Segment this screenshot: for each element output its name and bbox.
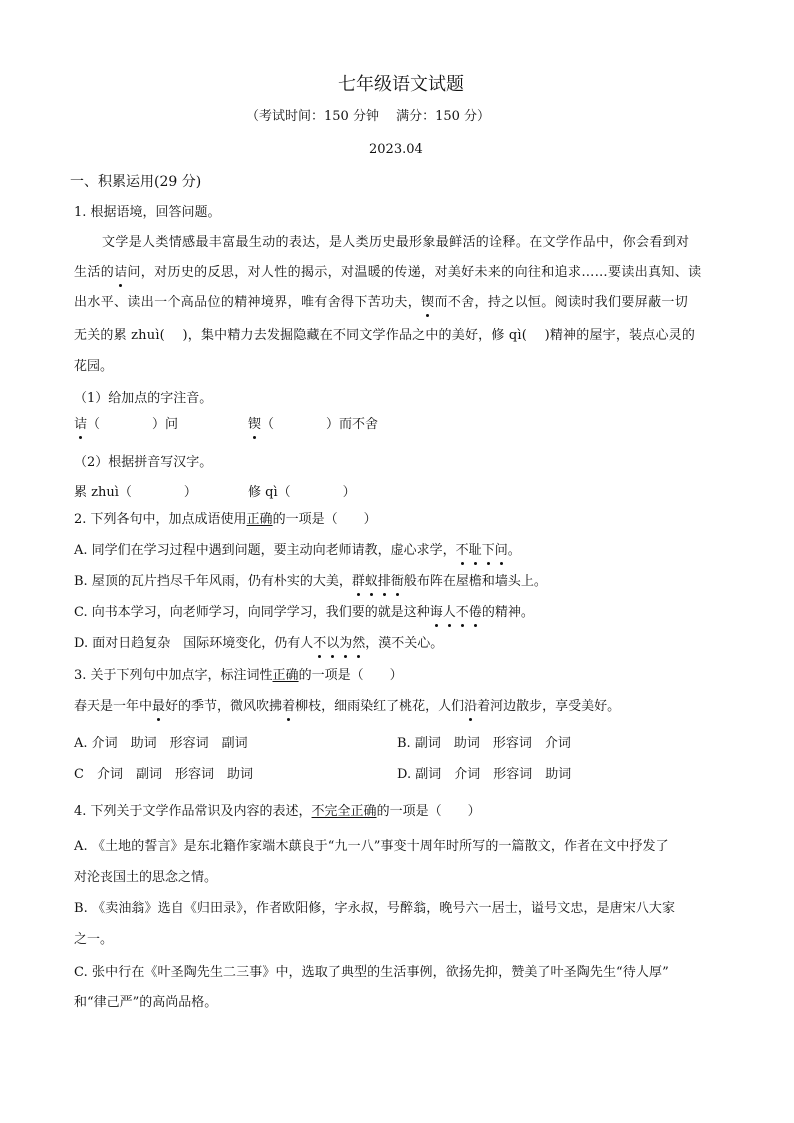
dotted-char: 诘 (74, 417, 88, 432)
option-text: 。 (507, 543, 521, 558)
q2-option-b (74, 573, 547, 591)
dotted-char: 以 (326, 636, 340, 651)
dotted-char: 不 (313, 636, 327, 651)
q3-stem (74, 667, 403, 685)
stem-text: 4. 下列关于文学作品常识及内容的表述， (74, 804, 312, 819)
dotted-char: 诲 (429, 605, 443, 620)
dotted-char: 诘 (114, 265, 128, 280)
q1-stem: 1. 根据语境，回答问题。 (74, 205, 221, 220)
exam-title: 七年级语文试题 (338, 74, 464, 95)
sentence-text: 春天是一年中 (74, 699, 153, 714)
answer-blank: （ ）问 (87, 417, 179, 432)
q1-passage-line-4: 无关的累 zhuì( )，集中精力去发掘隐藏在不同文学作品之中的美好，修 qì( )精神的屋宇，装点心灵的 (74, 328, 696, 343)
dotted-char: 沿 (464, 699, 478, 714)
q1-sub1-item-a (74, 416, 178, 434)
stem-text: 的一项是（ ） (298, 668, 403, 683)
q1-sub1-prompt: （1）给加点的字注音。 (74, 391, 213, 406)
option-text: B. 屋顶的瓦片挡尽千年风雨，仍有朴实的大美， (74, 574, 352, 589)
stem-text: 3. 关于下列句中加点字，标注词性 (74, 668, 273, 683)
q1-sub2-item-b: 修 qì（ ） (248, 485, 356, 500)
dotted-char: 蚁 (364, 574, 378, 589)
passage-text: 而不舍，持之以恒。阅读时我们要屏蔽一切 (434, 295, 689, 310)
dotted-char: 然 (352, 636, 366, 651)
q4-stem (74, 803, 481, 821)
q4-option-b-line-1: B. 《卖油翁》选自《归田录》，作者欧阳修，字永叔，号醉翁，晚号六一居士，谥号文忠，是唐宋八大家 (74, 901, 676, 916)
dotted-char: 最 (152, 699, 166, 714)
q1-passage-line-2 (74, 264, 701, 282)
q1-sub2-prompt: （2）根据拼音写汉字。 (74, 455, 213, 470)
option-text: C. 向书本学习，向老师学习，向同学学习，我们要的就是这种 (74, 605, 430, 620)
passage-text: 问，对历史的反思，对人性的揭示，对温暖的传递，对美好未来的向往和追求……要读出真知、读 (127, 265, 702, 280)
passage-text: 出水平、读出一个高品位的精神境界，唯有舍得下苦功夫， (74, 295, 422, 310)
sentence-text: 着河边散步，享受美好。 (477, 699, 621, 714)
q4-option-a-line-2: 对沦丧国土的思念之情。 (74, 870, 218, 885)
q3-option-d: D. 副词 介词 形容词 助词 (397, 767, 572, 782)
dotted-char: 倦 (468, 605, 482, 620)
dotted-char: 锲 (248, 417, 262, 432)
answer-blank: （ ）而不舍 (261, 417, 379, 432)
dotted-char: 问 (494, 543, 508, 558)
q1-sub2-item-a: 累 zhuì（ ） (74, 485, 197, 500)
dotted-char: 衙 (390, 574, 404, 589)
section-heading: 一、积累运用(29 分) (70, 174, 202, 190)
passage-text: 生活的 (74, 265, 115, 280)
underlined-word: 正确 (272, 668, 299, 683)
q1-passage-line-5: 花园。 (74, 359, 114, 374)
q4-option-c-line-2: 和“律己严”的高尚品格。 (74, 995, 218, 1010)
option-text: 般布阵在屋檐和墙头上。 (403, 574, 547, 589)
exam-date: 2023.04 (369, 142, 423, 157)
dotted-char: 不 (455, 543, 469, 558)
dotted-char: 不 (455, 605, 469, 620)
sentence-text: 好的季节，微风吹拂 (165, 699, 283, 714)
q1-sub1-item-b (248, 416, 378, 434)
q2-option-c (74, 604, 534, 622)
sentence-text: 柳枝，细雨染红了桃花，人们 (295, 699, 465, 714)
dotted-char: 着 (282, 699, 296, 714)
stem-text: 的一项是（ ） (272, 512, 377, 527)
exam-subtitle: （考试时间：150 分钟 满分：150 分） (246, 109, 491, 124)
dotted-char: 锲 (421, 295, 435, 310)
q1-passage-line-3 (74, 294, 688, 312)
underlined-word: 不完全正确 (311, 804, 377, 819)
stem-text: 的一项是（ ） (376, 804, 481, 819)
dotted-char: 群 (351, 574, 365, 589)
q4-option-a-line-1: A. 《土地的誓言》是东北籍作家端木蕻良于“九一八”事变十周年时所写的一篇散文，作者在文中抒发了 (74, 839, 669, 854)
option-text: D. 面对日趋复杂 国际环境变化，仍有人 (74, 636, 314, 651)
q1-passage-line-1: 文学是人类情感最丰富最生动的表达，是人类历史最形象最鲜活的诠释。在文学作品中，你会看到对 (102, 235, 690, 250)
dotted-char: 人 (442, 605, 456, 620)
q3-option-b: B. 副词 助词 形容词 介词 (397, 736, 571, 751)
dotted-char: 耻 (468, 543, 482, 558)
q4-option-c-line-1: C. 张中行在《叶圣陶先生二三事》中，选取了典型的生活事例，欲扬先抑，赞美了叶圣陶先生“待人厚” (74, 965, 669, 980)
stem-text: 2. 下列各句中，加点成语使用 (74, 512, 247, 527)
q2-option-a (74, 542, 521, 560)
dotted-char: 排 (377, 574, 391, 589)
option-text: ，漠不关心。 (365, 636, 444, 651)
q3-option-a: A. 介词 助词 形容词 副词 (74, 736, 248, 751)
dotted-char: 下 (481, 543, 495, 558)
underlined-word: 正确 (246, 512, 273, 527)
q2-stem (74, 511, 377, 529)
q4-option-b-line-2: 之一。 (74, 932, 114, 947)
option-text: 的精神。 (481, 605, 534, 620)
option-text: A. 同学们在学习过程中遇到问题，要主动向老师请教，虚心求学， (74, 543, 456, 558)
dotted-char: 为 (339, 636, 353, 651)
q2-option-d (74, 635, 443, 653)
q3-option-c: C 介词 副词 形容词 助词 (74, 767, 253, 782)
q3-sentence (74, 698, 620, 716)
